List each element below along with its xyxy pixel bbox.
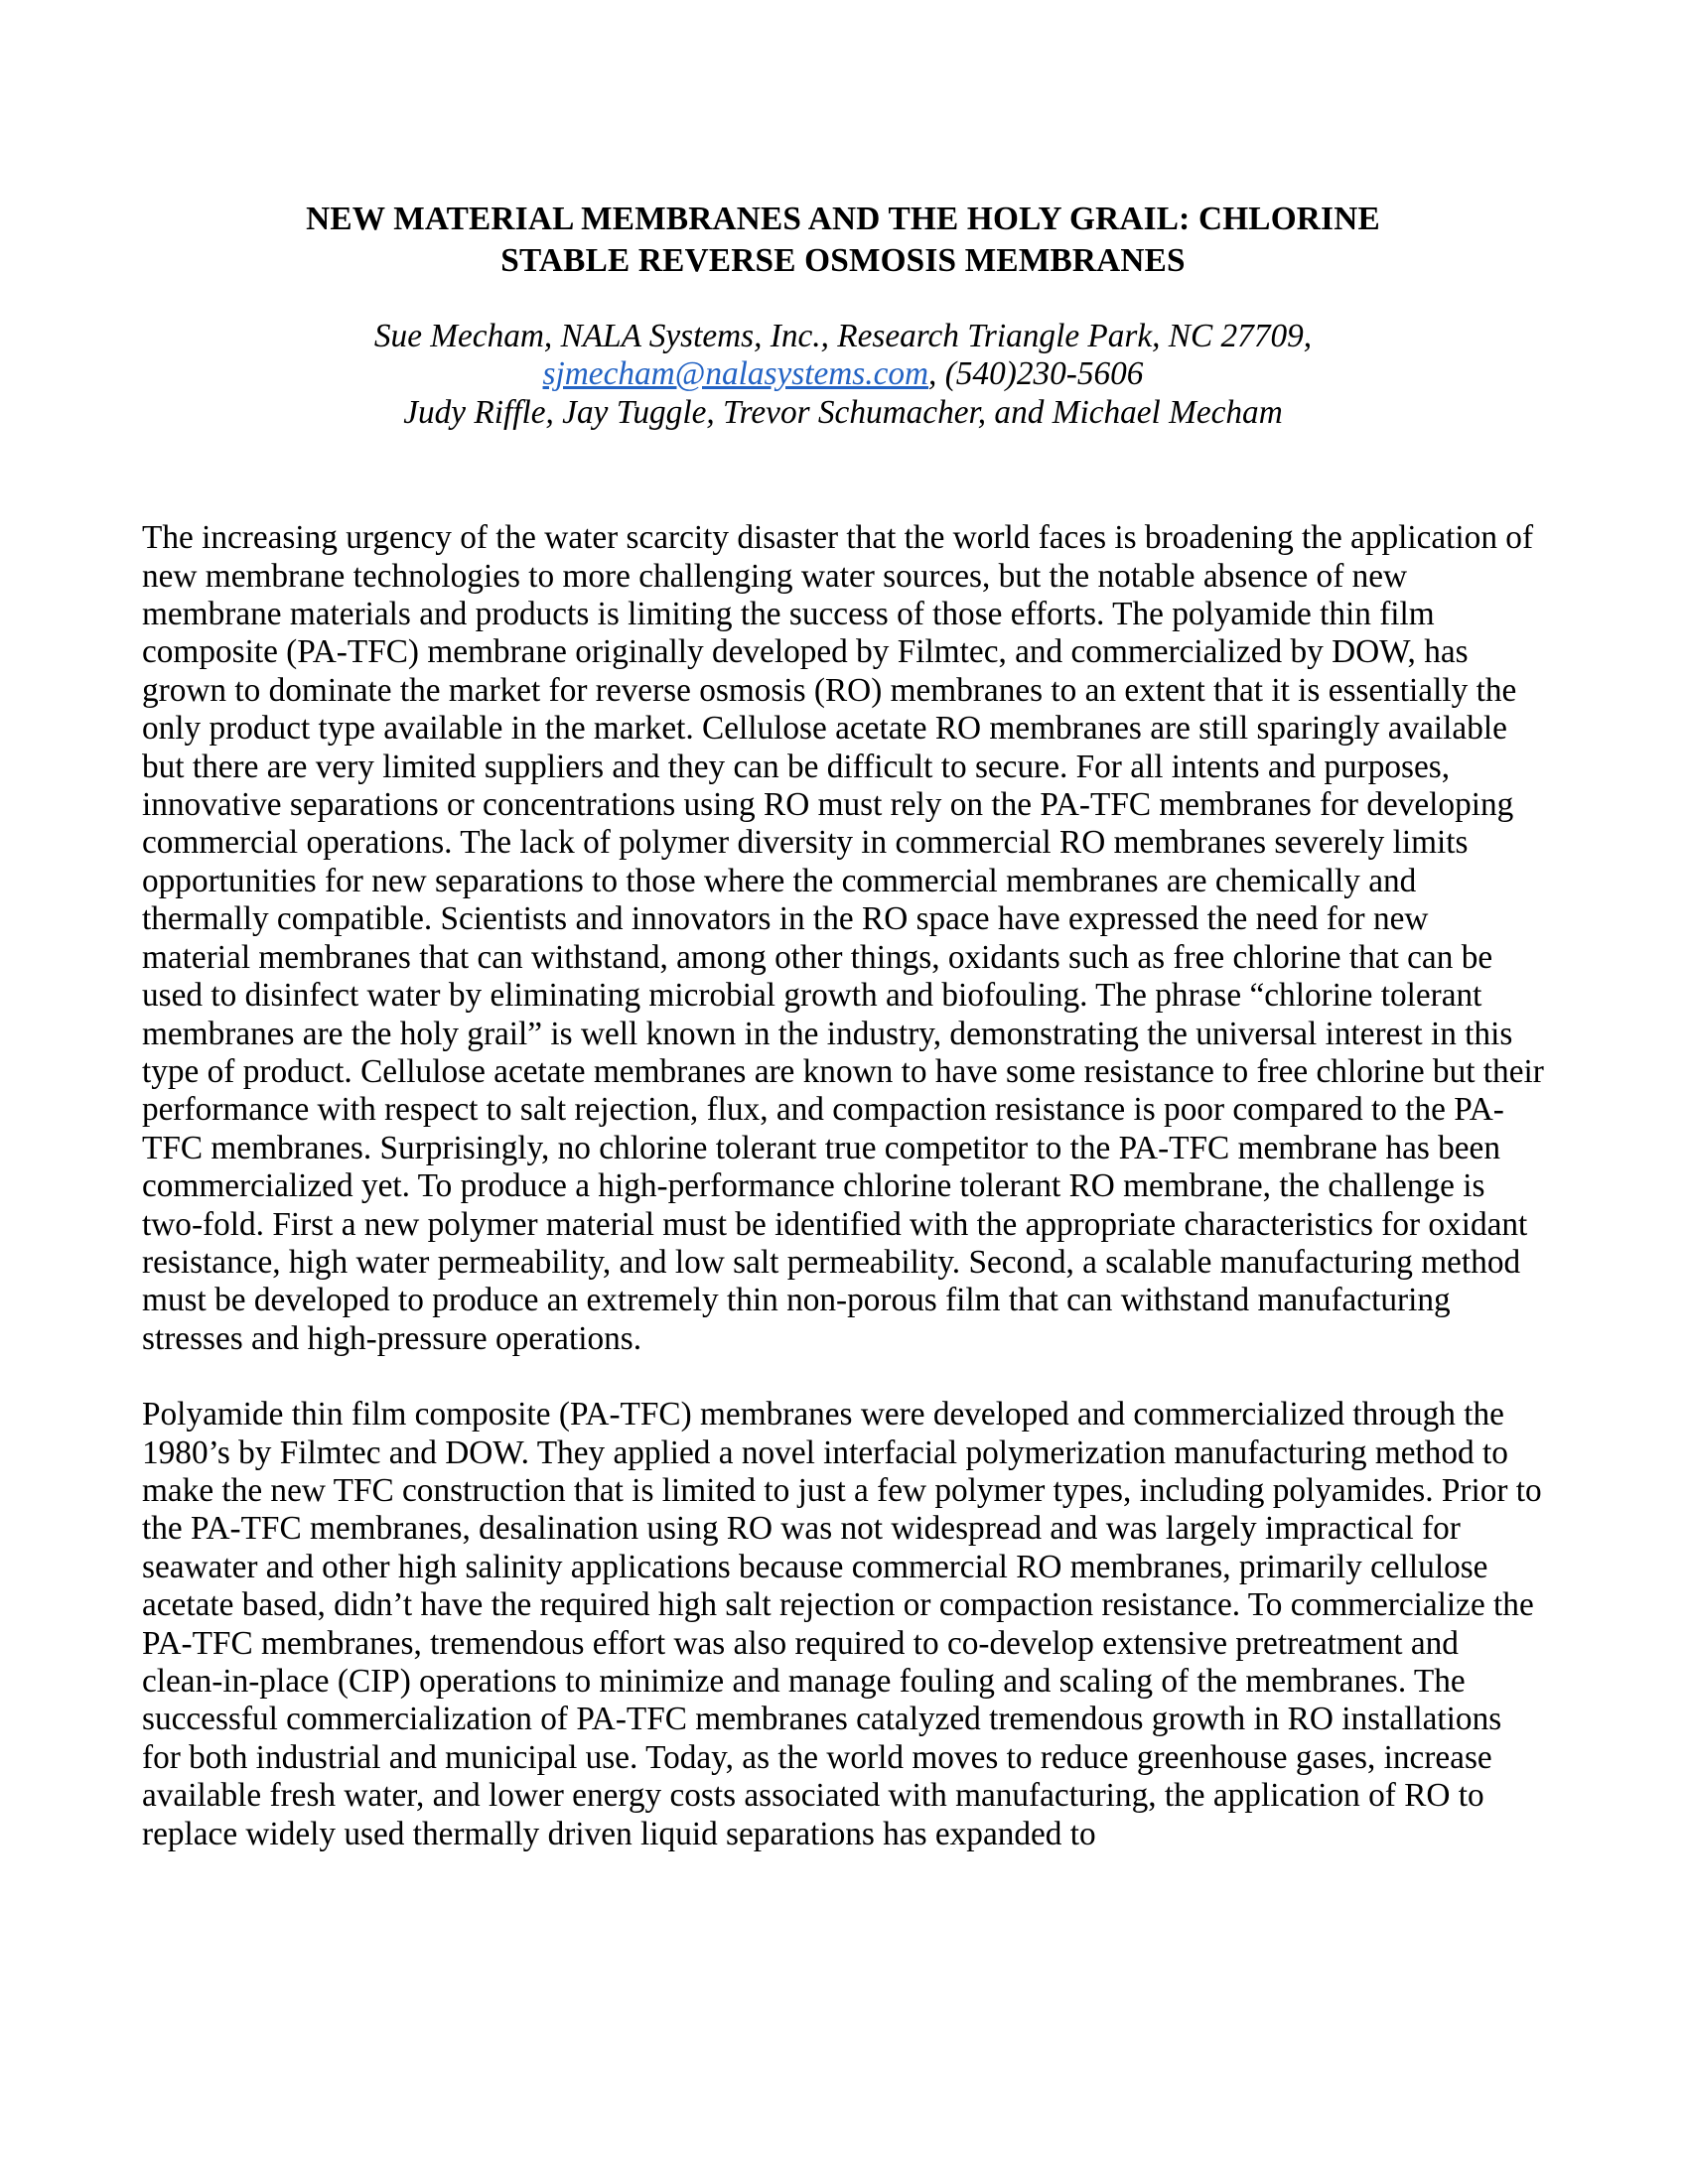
phone-text: , (540)230-5606 <box>928 355 1144 393</box>
author-block <box>142 318 1544 432</box>
paper-title-line-2: STABLE REVERSE OSMOSIS MEMBRANES <box>500 242 1186 279</box>
author-affiliation-line: Sue Mecham, NALA Systems, Inc., Research Triangle Park, NC 27709, <box>373 318 1313 354</box>
paper-title <box>142 199 1544 282</box>
email-link[interactable]: sjmecham@nalasystems.com <box>542 355 929 393</box>
author-names-line: Judy Riffle, Jay Tuggle, Trevor Schumacher, and Michael Mecham <box>403 393 1283 431</box>
body-paragraph-1: The increasing urgency of the water scarcity disaster that the world faces is broadening the application of new membrane technologies to more challenging water sources, but the notable absence of new membrane materials and products is limiting the success of those efforts. The polyamide thin film composite (PA-TFC) membrane originally developed by Filmtec, and commercialized by DOW, has grown to dominate the market for reverse osmosis (RO) membranes to an extent that it is essentially the only product type available in the market. Cellulose acetate RO membranes are still sparingly available but there are very limited suppliers and they can be difficult to secure. For all intents and purposes, innovative separations or concentrations using RO must rely on the PA-TFC membranes for developing commercial operations. The lack of polymer diversity in commercial RO membranes severely limits opportunities for new separations to those where the commercial membranes are chemically and thermally compatible. Scientists and innovators in the RO space have expressed the need for new material membranes that can withstand, among other things, oxidants such as free chlorine that can be used to disinfect water by eliminating microbial growth and biofouling. The phrase “chlorine tolerant membranes are the holy grail” is well known in the industry, demonstrating the universal interest in this type of product. Cellulose acetate membranes are known to have some resistance to free chlorine but their performance with respect to salt rejection, flux, and compaction resistance is poor compared to the PA-TFC membranes. Surprisingly, no chlorine tolerant true competitor to the PA-TFC membrane has been commercialized yet. To produce a high-performance chlorine tolerant RO membrane, the challenge is two-fold. First a new polymer material must be identified with the appropriate characteristics for oxidant resistance, high water permeability, and low salt permeability. Second, a scalable manufacturing method must be developed to produce an extremely thin non-porous film that can withstand manufacturing stresses and high-pressure operations. <box>142 519 1544 1357</box>
paper-title-line-1: NEW MATERIAL MEMBRANES AND THE HOLY GRAIL: CHLORINE <box>306 201 1380 237</box>
body-paragraph-2: Polyamide thin film composite (PA-TFC) membranes were developed and commercialized through the 1980’s by Filmtec and DOW. They applied a novel interfacial polymerization manufacturing method to make the new TFC construction that is limited to just a few polymer types, including polyamides. Prior to the PA-TFC membranes, desalination using RO was not widespread and was largely impractical for seawater and other high salinity applications because commercial RO membranes, primarily cellulose acetate based, didn’t have the required high salt rejection or compaction resistance. To commercialize the PA-TFC membranes, tremendous effort was also required to co-develop extensive pretreatment and clean-in-place (CIP) operations to minimize and manage fouling and scaling of the membranes. The successful commercialization of PA-TFC membranes catalyzed tremendous growth in RO installations for both industrial and municipal use. Today, as the world moves to reduce greenhouse gases, increase available fresh water, and lower energy costs associated with manufacturing, the application of RO to replace widely used thermally driven liquid separations has expanded to <box>142 1396 1542 1852</box>
author-contact-line <box>142 355 1544 393</box>
